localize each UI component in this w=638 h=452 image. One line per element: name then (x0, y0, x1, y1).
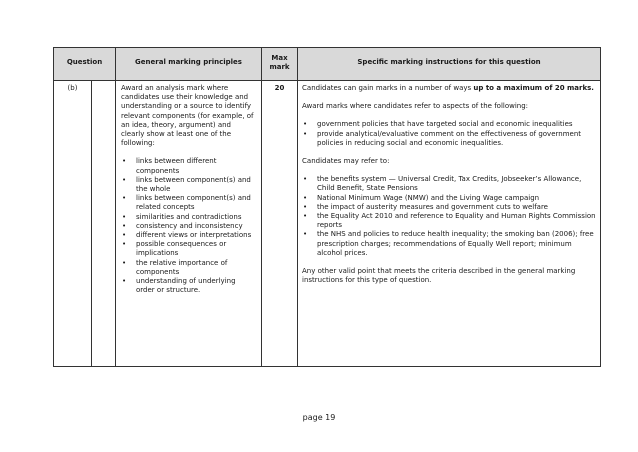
list-item: • understanding of underlying order or structure. (121, 277, 256, 295)
list-item: • possible consequences or implications (121, 240, 256, 258)
list-item: • the relative importance of components (121, 259, 256, 277)
marking-table (53, 47, 601, 367)
spec-aspect-list (302, 120, 596, 148)
max-mark-value: 20 (262, 81, 298, 367)
header-row (54, 48, 601, 81)
spec-may-refer: Candidates may refer to: (302, 157, 390, 166)
header-general-principles: General marking principles (116, 48, 262, 81)
header-max-mark: Max mark (262, 48, 298, 81)
page-number: page 19 (302, 413, 336, 422)
table-row (54, 81, 601, 367)
list-item: • the NHS and policies to reduce health inequality; the smoking ban (2006); free prescription charges; recommendations of Equally Well report; minimum alcohol prices. (302, 230, 596, 258)
list-item: • the Equality Act 2010 and reference to Equality and Human Rights Commission reports (302, 212, 596, 230)
spec-intro-text: Candidates can gain marks in a number of ways (302, 84, 474, 92)
list-item: • government policies that have targeted social and economic inequalities (302, 120, 596, 129)
list-item: • National Minimum Wage (NMW) and the Living Wage campaign (302, 194, 596, 203)
list-item: • links between component(s) and the whole (121, 176, 256, 194)
spec-other: Any other valid point that meets the criteria described in the general marking instructions for this type of question. (302, 267, 576, 285)
list-item: • consistency and inconsistency (121, 222, 256, 231)
question-subpart-cell (92, 81, 116, 367)
spec-intro (302, 84, 596, 93)
list-item: • the benefits system — Universal Credit, Tax Credits, Jobseeker’s Allowance, Child Benefit, State Pensions (302, 175, 596, 193)
list-item: • similarities and contradictions (121, 213, 256, 222)
header-question: Question (54, 48, 116, 81)
spec-aspects: Award marks where candidates refer to aspects of the following: (302, 102, 529, 111)
list-item: • the impact of austerity measures and government cuts to welfare (302, 203, 596, 212)
spec-intro-bold: up to a maximum of 20 marks. (473, 84, 594, 92)
list-item: • links between different components (121, 157, 256, 175)
general-intro: Award an analysis mark where candidates use their knowledge and understanding or a source to identify relevant components (for example, of an idea, theory, argument) and clearly show at least one of the following: (121, 84, 254, 148)
specific-instructions-cell (298, 81, 601, 367)
general-principles-cell (116, 81, 262, 367)
list-item: • different views or interpretations (121, 231, 256, 240)
list-item: • provide analytical/evaluative comment on the effectiveness of government policies in reducing social and economic inequalities. (302, 130, 596, 148)
list-item: • links between component(s) and related concepts (121, 194, 256, 212)
header-specific-instructions: Specific marking instructions for this question (298, 48, 601, 81)
question-part: (b) (54, 81, 92, 367)
spec-refer-list (302, 175, 596, 258)
general-bullet-list (121, 157, 256, 295)
